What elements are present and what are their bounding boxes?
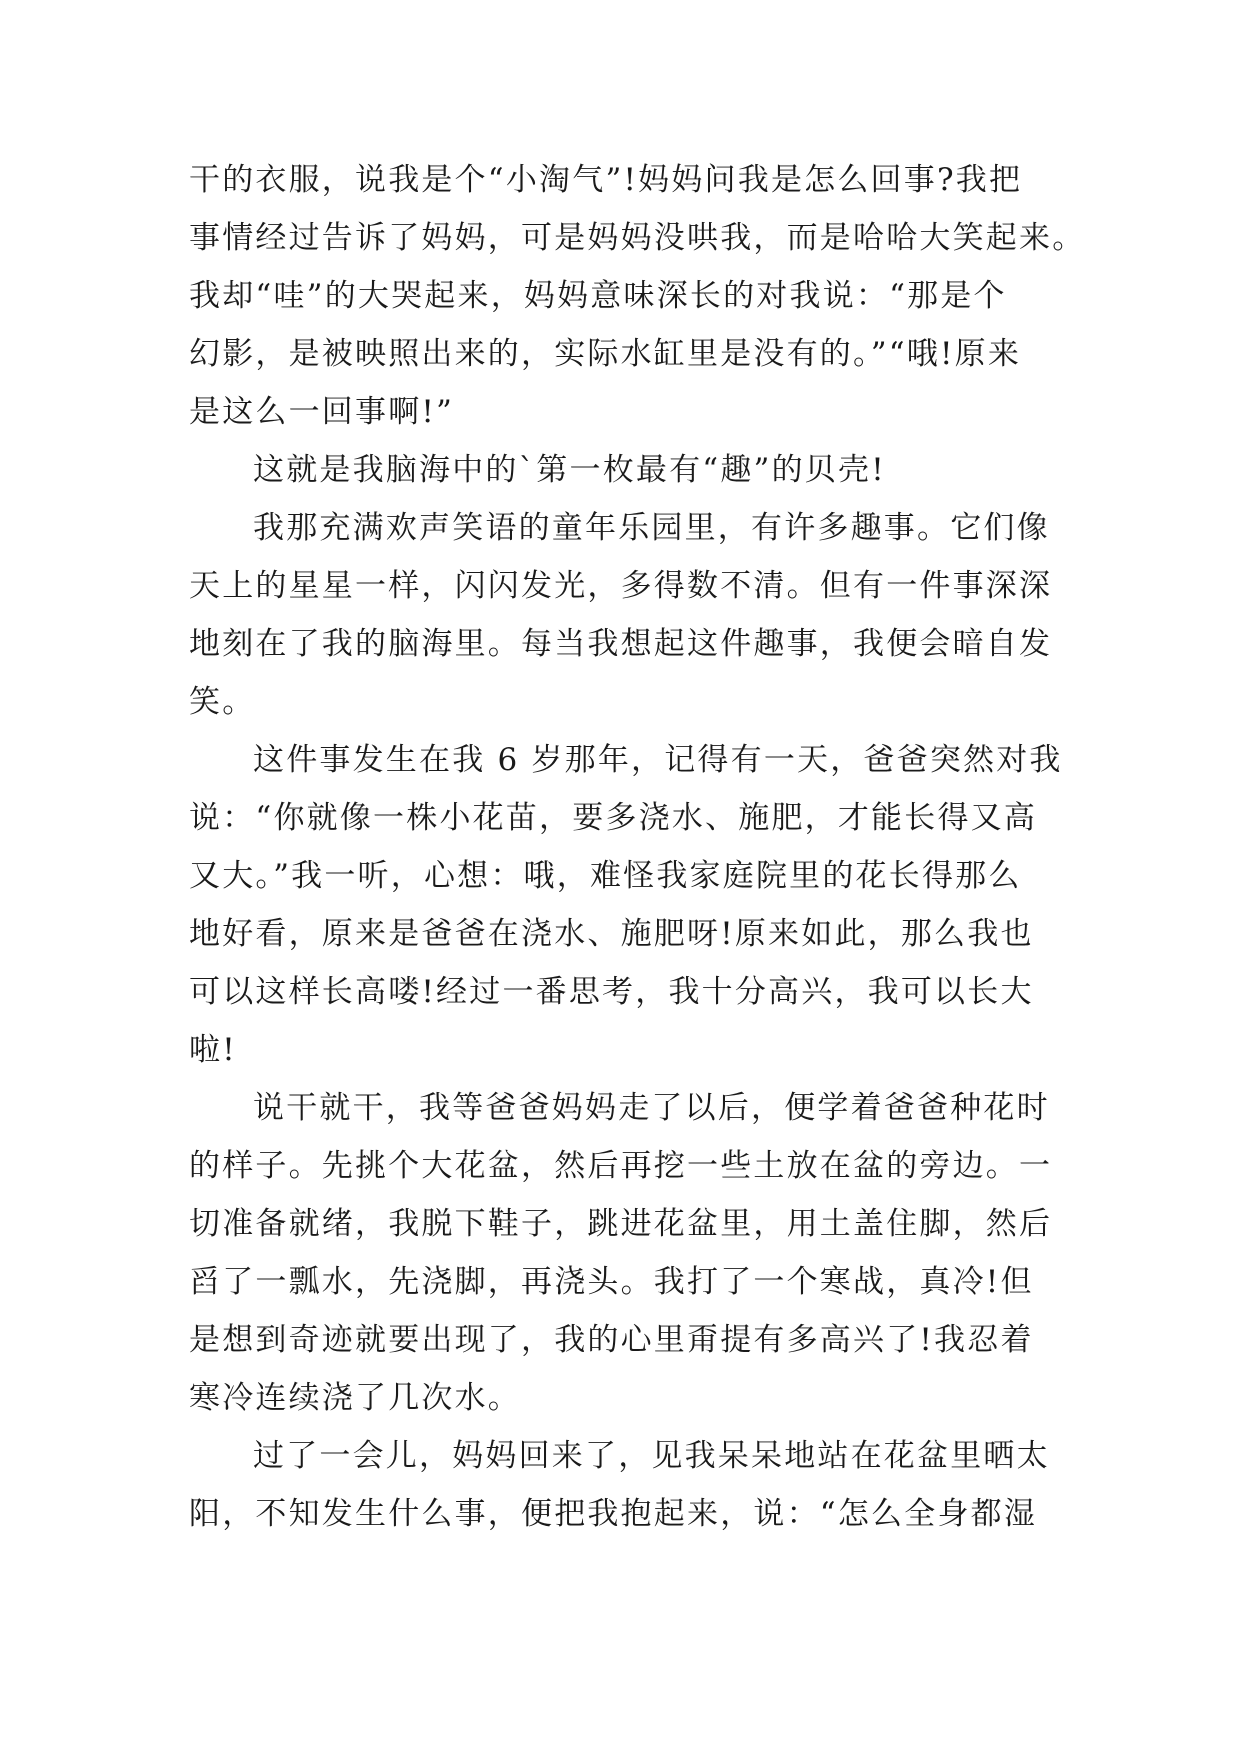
body-text xyxy=(189,151,1086,1543)
text-line: 这件事发生在我 6 岁那年，记得有一天，爸爸突然对我 xyxy=(253,742,1063,778)
text-line: 干的衣服，说我是个“小淘气”!妈妈问我是怎么回事?我把 xyxy=(189,162,1023,198)
text-line: 我却“哇”的大哭起来，妈妈意味深长的对我说：“那是个 xyxy=(189,278,1007,314)
text-line: 寒冷连续浇了几次水。 xyxy=(189,1380,521,1416)
text-line: 又大。”我一听，心想：哦，难怪我家庭院里的花长得那么 xyxy=(189,858,1022,894)
text-line: 说干就干，我等爸爸妈妈走了以后，便学着爸爸种花时 xyxy=(253,1090,1050,1126)
text-line: 幻影，是被映照出来的，实际水缸里是没有的。”“哦!原来 xyxy=(189,336,1022,372)
text-line: 过了一会儿，妈妈回来了，见我呆呆地站在花盆里晒太 xyxy=(253,1438,1050,1474)
text-line: 地好看，原来是爸爸在浇水、施肥呀!原来如此，那么我也 xyxy=(189,916,1034,952)
text-line: 笑。 xyxy=(189,684,256,720)
text-line: 舀了一瓢水，先浇脚，再浇头。我打了一个寒战，真冷!但 xyxy=(189,1264,1034,1300)
text-line: 是想到奇迹就要出现了，我的心里甭提有多高兴了!我忍着 xyxy=(189,1322,1034,1358)
text-line: 说：“你就像一株小花苗，要多浇水、施肥，才能长得又高 xyxy=(189,800,1038,836)
text-line: 啦! xyxy=(189,1032,237,1068)
text-line: 事情经过告诉了妈妈，可是妈妈没哄我，而是哈哈大笑起来。 xyxy=(189,220,1086,256)
text-line: 阳，不知发生什么事，便把我抱起来，说：“怎么全身都湿 xyxy=(189,1496,1038,1532)
text-line: 是这么一回事啊!” xyxy=(189,394,455,430)
text-line: 天上的星星一样，闪闪发光，多得数不清。但有一件事深深 xyxy=(189,568,1053,604)
text-line: 我那充满欢声笑语的童年乐园里，有许多趣事。它们像 xyxy=(253,510,1050,546)
text-line: 这就是我脑海中的`第一枚最有“趣”的贝壳! xyxy=(253,452,886,488)
text-line: 可以这样长高喽!经过一番思考，我十分高兴，我可以长大 xyxy=(189,974,1034,1010)
text-line: 地刻在了我的脑海里。每当我想起这件趣事，我便会暗自发 xyxy=(189,626,1053,662)
text-line: 的样子。先挑个大花盆，然后再挖一些土放在盆的旁边。一 xyxy=(189,1148,1053,1184)
text-line: 切准备就绪，我脱下鞋子，跳进花盆里，用土盖住脚，然后 xyxy=(189,1206,1053,1242)
